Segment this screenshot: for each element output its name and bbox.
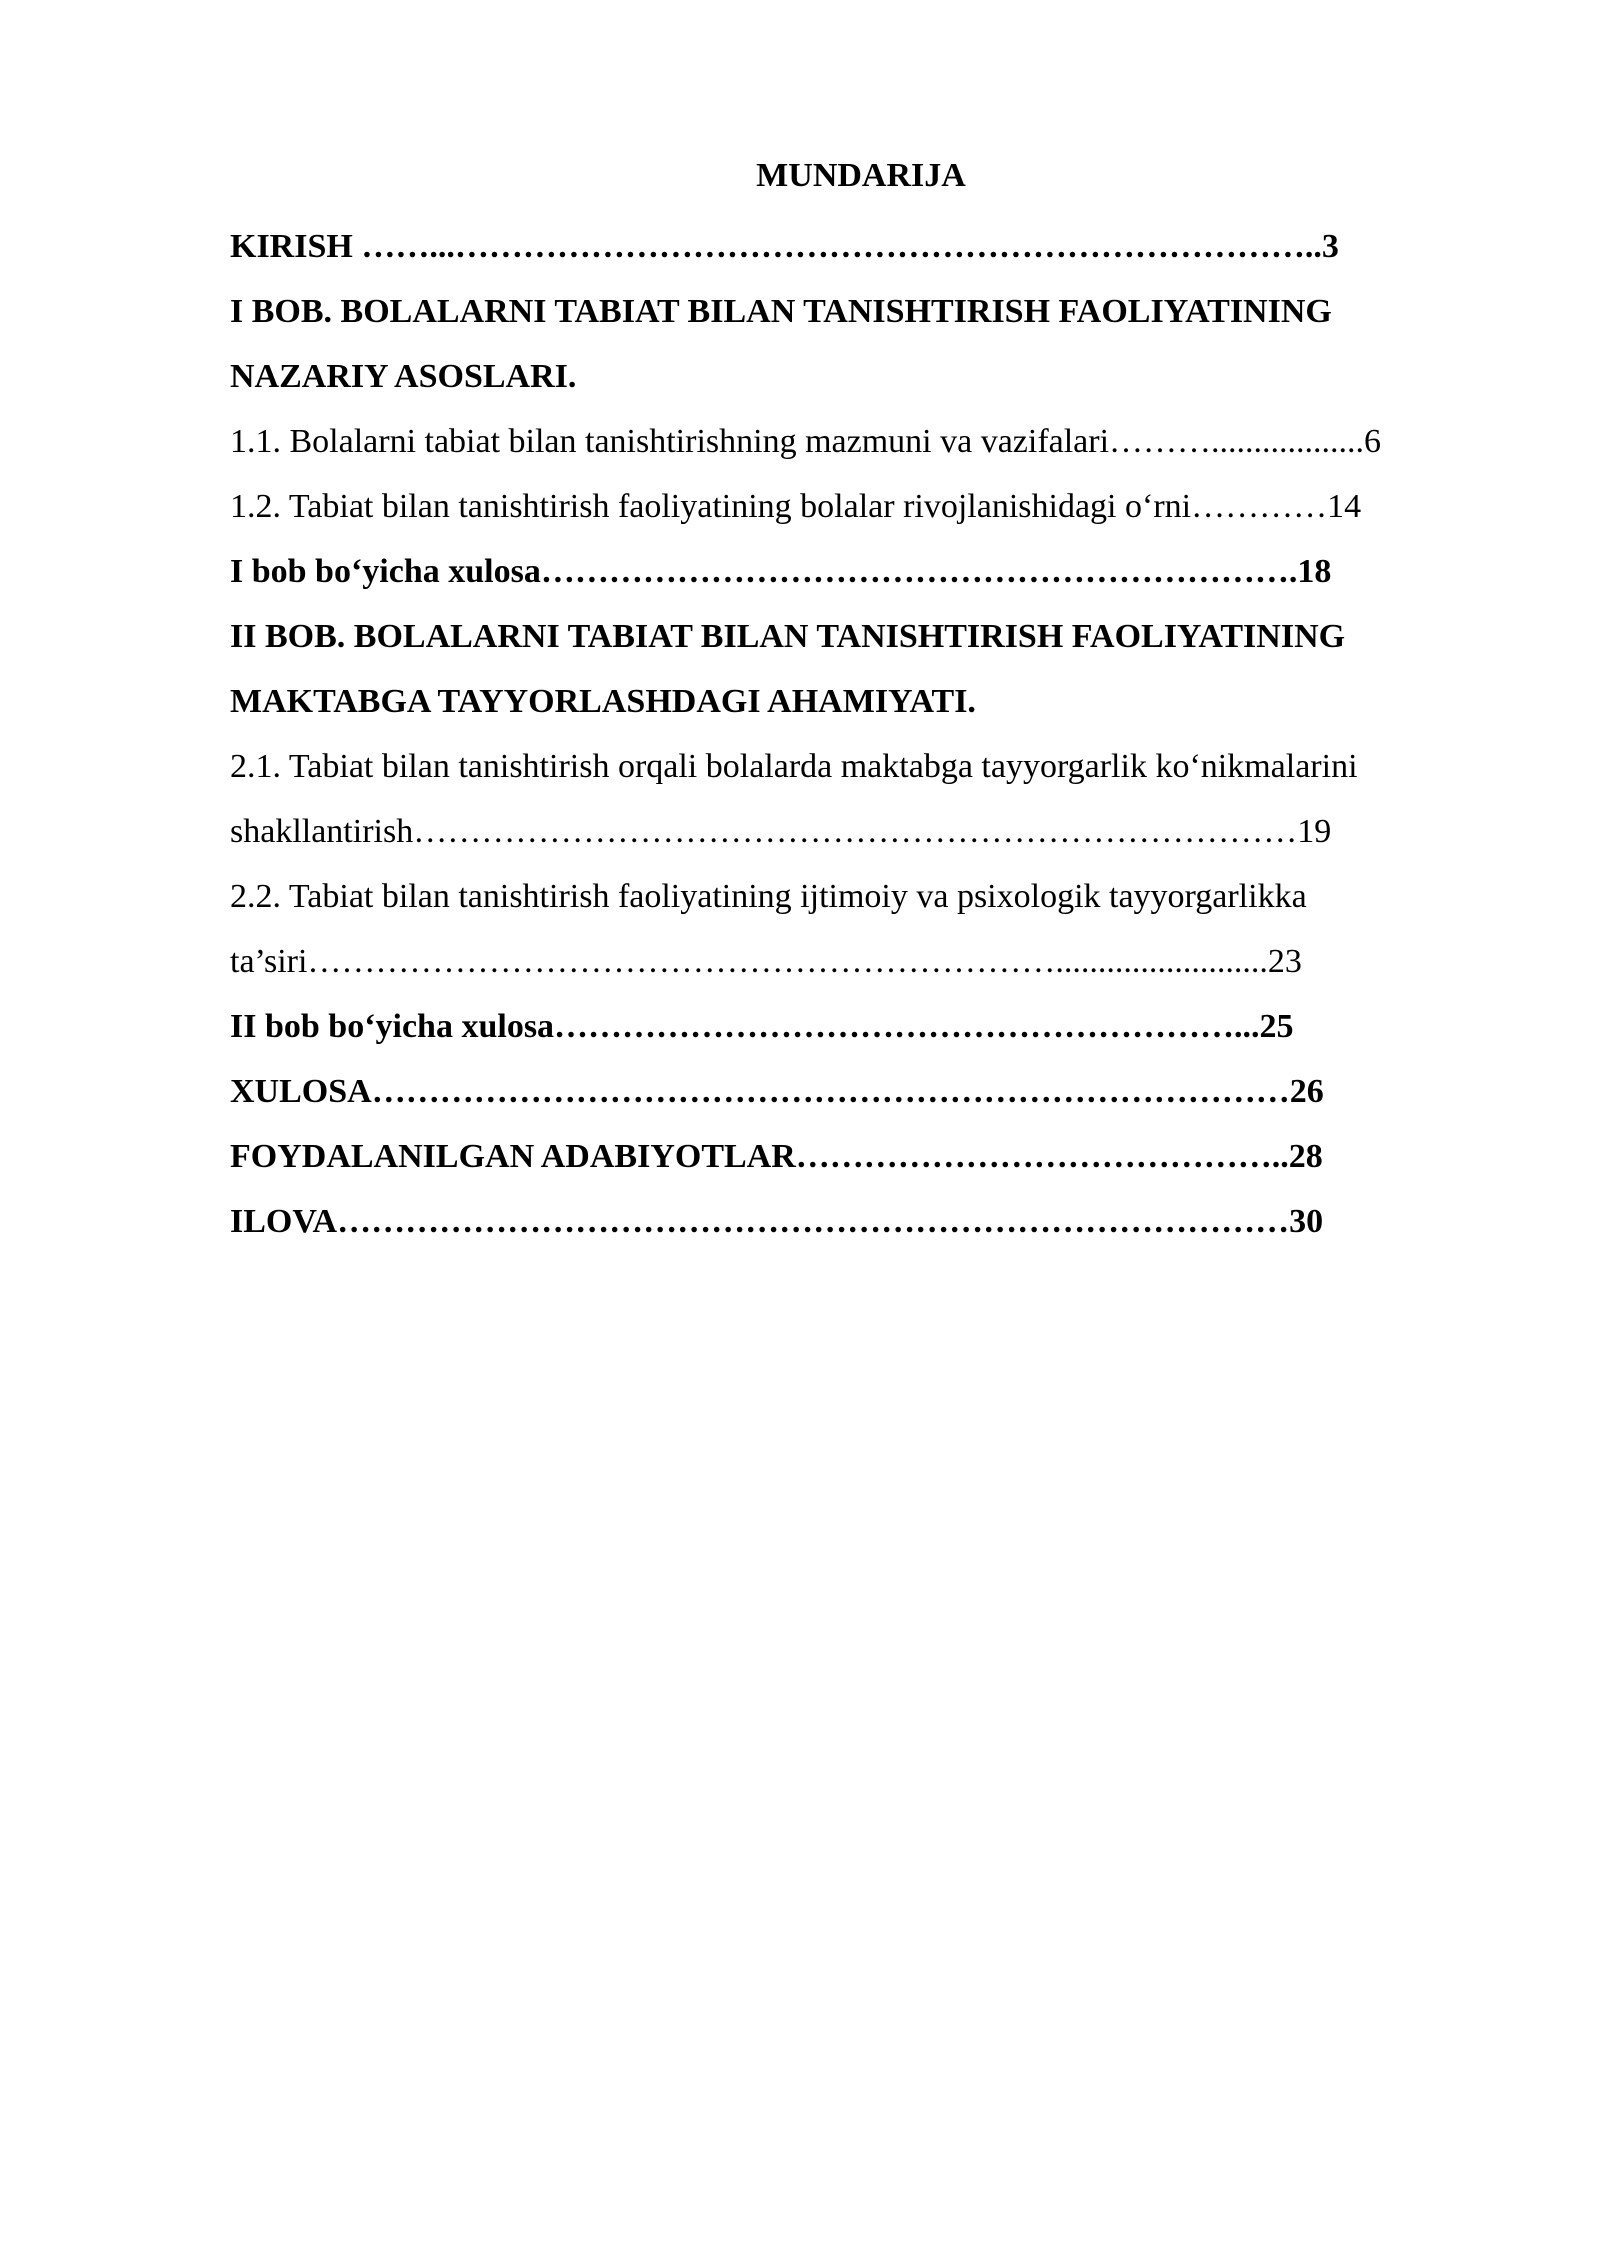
toc-entry-1-1: 1.1. Bolalarni tabiat bilan tanishtirishning mazmuni va vazifalari………..................6: [230, 423, 1382, 460]
toc-entry-ilova: ILOVA…………………………………………………………………………30: [230, 1203, 1324, 1240]
toc-entry-xulosa: XULOSA………………………………………………………………………26: [230, 1073, 1324, 1110]
toc-entry-2-2-line-1: 2.2. Tabiat bilan tanishtirish faoliyatining ijtimoiy va psixologik tayyorgarlikka: [230, 878, 1307, 915]
toc-entry-2-1-line-2: shakllantirish……………………………………………………………………19: [230, 813, 1332, 850]
toc-entry-chapter-2-conclusion: II bob bo‘yicha xulosa……………………………………………………...25: [230, 1008, 1294, 1045]
toc-entry-kirish: KIRISH ……...…………………………………………………………………..3: [230, 228, 1339, 265]
toc-chapter-2-heading-line-2: MAKTABGA TAYYORLASHDAGI AHAMIYATI.: [230, 683, 976, 720]
toc-chapter-2-heading-line-1: II BOB. BOLALARNI TABIAT BILAN TANISHTIRISH FAOLIYATINING: [230, 618, 1346, 655]
table-of-contents: [230, 148, 1492, 1254]
toc-entry-1-2: 1.2. Tabiat bilan tanishtirish faoliyatining bolalar rivojlanishidagi o‘rni…………14: [230, 488, 1362, 525]
toc-title: MUNDARIJA: [756, 157, 966, 194]
toc-chapter-1-heading-line-1: I BOB. BOLALARNI TABIAT BILAN TANISHTIRISH FAOLIYATINING: [230, 293, 1332, 330]
toc-entry-2-1-line-1: 2.1. Tabiat bilan tanishtirish orqali bolalarda maktabga tayyorgarlik ko‘nikmalarini: [230, 748, 1358, 785]
toc-entry-references: FOYDALANILGAN ADABIYOTLAR……………………………………..28: [230, 1138, 1323, 1175]
toc-chapter-1-heading-line-2: NAZARIY ASOSLARI.: [230, 358, 577, 395]
toc-entry-chapter-1-conclusion: I bob bo‘yicha xulosa………………………………………………………….18: [230, 553, 1332, 590]
toc-entry-2-2-line-2: ta’siri………………………………………………………….........................23: [230, 943, 1302, 980]
